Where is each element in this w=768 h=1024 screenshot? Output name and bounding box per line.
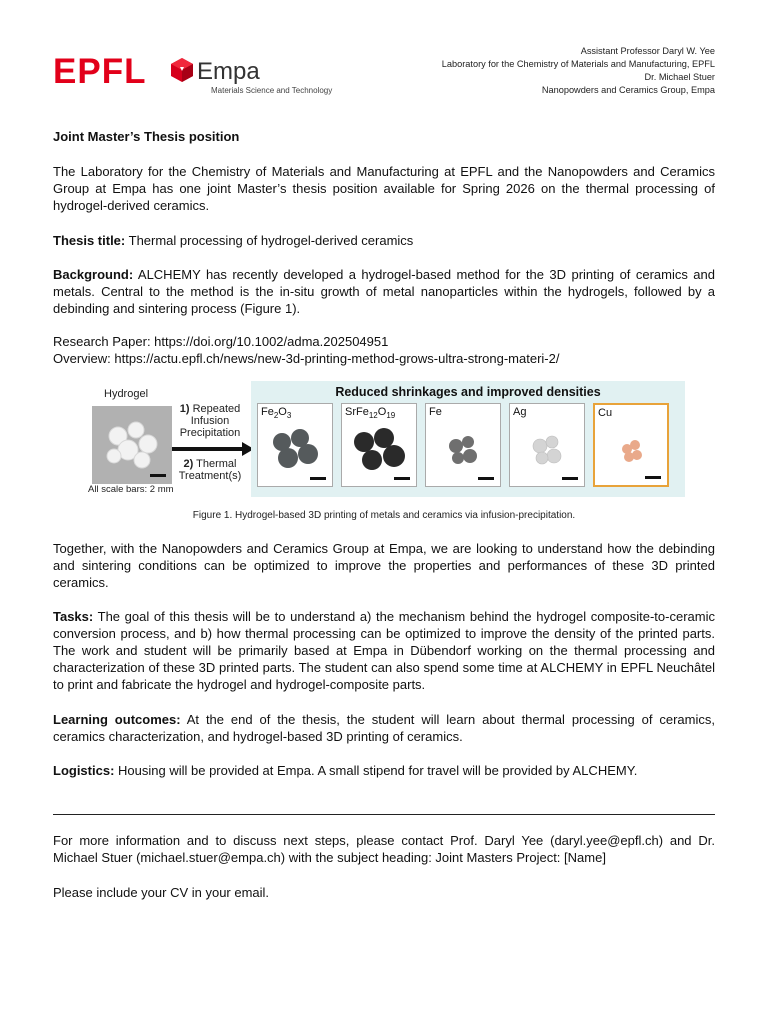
- tile-label: Cu: [598, 407, 613, 419]
- header-contact-block: [442, 45, 715, 97]
- tile-fe: [425, 403, 501, 487]
- learning-outcomes-label: Learning outcomes:: [53, 712, 181, 727]
- thesis-title-paragraph: [53, 232, 715, 249]
- scale-bar: [478, 477, 494, 480]
- cv-note: Please include your CV in your email.: [53, 885, 270, 900]
- hydrogel-photo: [92, 406, 172, 484]
- background-text: ALCHEMY has recently developed a hydrogel-based method for the 3D printing of ceramics and metals. Central to the method is the in-situ growth of metal nanoparticles within the hydrogels, followed by a debinding and sintering process (Figure 1).: [53, 267, 715, 316]
- process-arrow-icon: [172, 442, 254, 456]
- sample-image: [348, 424, 410, 474]
- step-1: [170, 403, 250, 439]
- contact-line: Laboratory for the Chemistry of Materials and Manufacturing, EPFL: [441, 59, 715, 69]
- sample-image: [264, 424, 326, 474]
- hydrogel-label: Hydrogel: [104, 388, 149, 400]
- sample-image: [516, 424, 578, 474]
- intro-paragraph: The Laboratory for the Chemistry of Materials and Manufacturing at EPFL and the Nanopowders and Ceramics Group at Empa has one joint Master’s thesis position available for Spring 2026 on the thermal processing of hydrogel-derived ceramics.: [53, 164, 715, 213]
- figure-1: [88, 378, 686, 498]
- thesis-title-text: Thermal processing of hydrogel-derived ceramics: [125, 233, 414, 248]
- contact-line: Dr. Michael Stuer: [644, 72, 715, 82]
- background-label: Background:: [53, 267, 134, 282]
- panel-title: Reduced shrinkages and improved densities: [335, 385, 601, 399]
- tile-label: Fe: [429, 406, 442, 418]
- results-panel: [251, 381, 685, 497]
- scale-bar: [394, 477, 410, 480]
- divider: [53, 814, 715, 815]
- tasks-text: The goal of this thesis will be to understand a) the mechanism behind the hydrogel composite-to-ceramic conversion process, and b) how thermal processing can be optimized to improve the density of the printed parts. The work and student will be primarily based at Empa in Dübendorf working on the thermal processing and characterization of these 3D printed parts. The student can also spend some time at ALCHEMY in EPFL Neuchâtel to print and fabricate the hydrogel and hydrogel-composite parts.: [53, 609, 715, 692]
- contact-line: Nanopowders and Ceramics Group, Empa: [541, 85, 715, 95]
- learning-outcomes-paragraph: [53, 711, 715, 745]
- tile-ag: [509, 403, 585, 487]
- tile-fe2o3: [257, 403, 333, 487]
- tile-label: $SrFe_{12}O_{19}$: [345, 406, 396, 421]
- sample-image: [601, 425, 663, 475]
- tile-label: Ag: [513, 406, 527, 418]
- step-2: [170, 458, 250, 482]
- scale-bar: [310, 477, 326, 480]
- tasks-paragraph: [53, 608, 715, 693]
- scale-note: All scale bars: 2 mm: [88, 484, 174, 495]
- thesis-title-label: Thesis title:: [53, 233, 126, 248]
- contact-line: Assistant Professor Daryl W. Yee: [580, 46, 715, 56]
- epfl-logo: [53, 52, 147, 91]
- step-1-text: Repeated Infusion Precipitation: [179, 403, 241, 439]
- background-paragraph: [53, 266, 715, 317]
- together-paragraph: Together, with the Nanopowders and Ceramics Group at Empa, we are looking to understand how the debinding and sintering conditions can be optimized to improve the properties and performances of these 3D printed ceramics.: [53, 541, 715, 590]
- tile-cu: [593, 403, 669, 487]
- figure-caption: Figure 1. Hydrogel-based 3D printing of metals and ceramics via infusion-precipitation.: [192, 510, 576, 521]
- empa-logo-text: Empa: [197, 58, 260, 85]
- overview-link[interactable]: Overview: https://actu.epfl.ch/news/new-3d-printing-method-grows-ultra-strong-materi-2/: [53, 351, 560, 366]
- learning-outcomes-text: At the end of the thesis, the student will learn about thermal processing of ceramics, ceramics characterization, and hydrogel-based 3D printing of ceramics.: [53, 712, 715, 744]
- sample-image: [432, 424, 494, 474]
- research-paper-link[interactable]: Research Paper: https://doi.org/10.1002/adma.202504951: [53, 334, 389, 349]
- step-2-number: 2): [183, 458, 194, 470]
- tile-srfe12o19: [341, 403, 417, 487]
- page-title: Joint Master’s Thesis position: [53, 129, 240, 144]
- scale-bar: [562, 477, 578, 480]
- logistics-paragraph: [53, 762, 715, 779]
- step-2-text: Thermal Treatment(s): [178, 458, 242, 482]
- logistics-text: Housing will be provided at Empa. A small stipend for travel will be provided by ALCHEMY.: [114, 763, 638, 778]
- epfl-logo-text: EPFL: [53, 52, 147, 91]
- tile-label: $Fe_2O_3$: [261, 406, 292, 421]
- logistics-label: Logistics:: [53, 763, 115, 778]
- contact-paragraph: For more information and to discuss next steps, please contact Prof. Daryl Yee (daryl.yee@epfl.ch) and Dr. Michael Stuer (michael.stuer@empa.ch) with the subject heading: Joint Masters Project: [Name]: [53, 833, 715, 865]
- tasks-label: Tasks:: [53, 609, 94, 624]
- step-1-number: 1): [179, 403, 190, 415]
- empa-tagline: Materials Science and Technology: [211, 86, 333, 95]
- empa-cube-icon: [171, 58, 193, 82]
- scale-bar: [645, 476, 661, 479]
- empa-logo: [171, 54, 331, 98]
